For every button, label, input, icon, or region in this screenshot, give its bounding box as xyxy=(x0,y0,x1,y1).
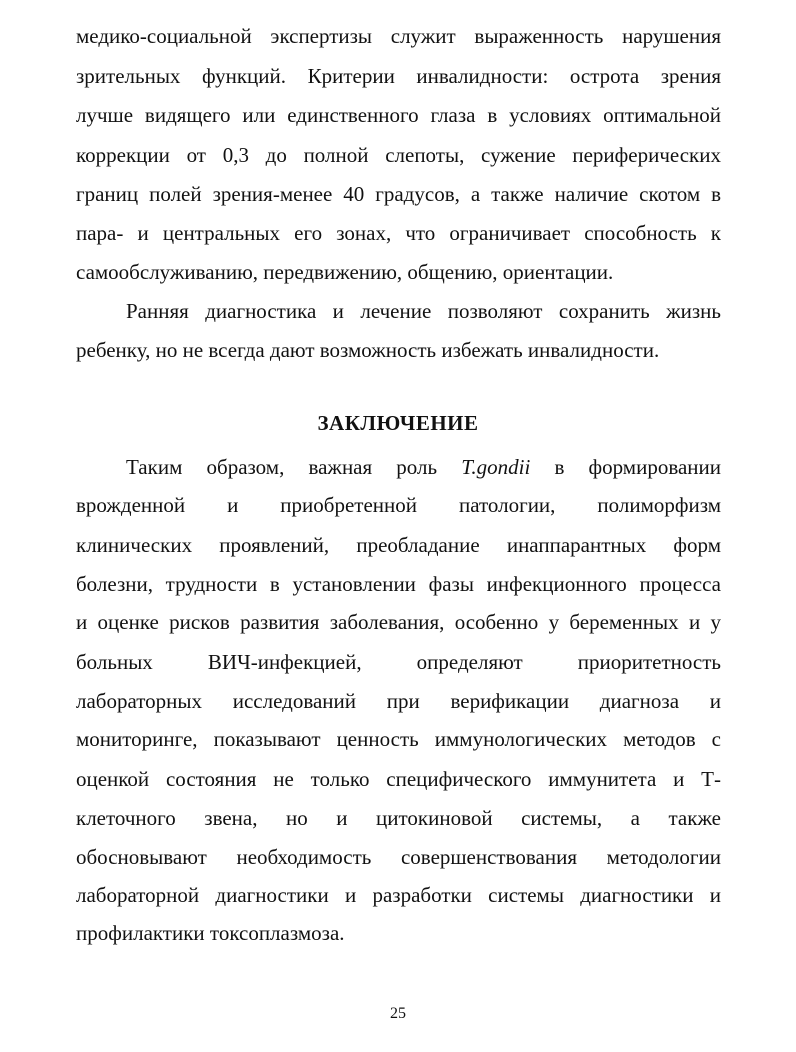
text-line: зрительных функций. Критерии инвалидности: острота зрения xyxy=(76,64,721,88)
text-line: мониторинге, показывают ценность иммунологических методов с xyxy=(76,727,721,751)
text-line: болезни, трудности в установлении фазы инфекционного процесса xyxy=(76,572,721,596)
species-name: T.gondii xyxy=(461,455,531,479)
text-line: лабораторной диагностики и разработки системы диагностики и xyxy=(76,883,721,907)
text-line: больных ВИЧ-инфекцией, определяют приоритетность xyxy=(76,650,721,674)
text-run: Таким образом, важная роль xyxy=(126,455,462,479)
text-line: клинических проявлений, преобладание инаппарантных форм xyxy=(76,533,721,557)
text-line: медико-социальной экспертизы служит выраженность нарушения xyxy=(76,24,721,48)
text-line: и оценке рисков развития заболевания, особенно у беременных и у xyxy=(76,610,721,634)
text-line: профилактики токсоплазмоза. xyxy=(76,921,345,945)
page-number: 25 xyxy=(390,1005,406,1022)
text-line: самообслуживанию, передвижению, общению, ориентации. xyxy=(76,260,614,284)
text-line: оценкой состояния не только специфического иммунитета и Т- xyxy=(76,767,721,791)
text-line: клеточного звена, но и цитокиновой системы, а также xyxy=(76,806,721,830)
text-line: границ полей зрения-менее 40 градусов, а также наличие скотом в xyxy=(76,182,721,206)
section-heading: ЗАКЛЮЧЕНИЕ xyxy=(317,411,479,435)
text-line: лабораторных исследований при верификации диагноза и xyxy=(76,689,721,713)
text-line: врожденной и приобретенной патологии, полиморфизм xyxy=(76,493,721,517)
text-line: обосновывают необходимость совершенствования методологии xyxy=(76,845,721,869)
text-line: Ранняя диагностика и лечение позволяют сохранить жизнь xyxy=(126,299,721,323)
text-line: пара- и центральных его зонах, что ограничивает способность к xyxy=(76,221,721,245)
text-line: лучше видящего или единственного глаза в условиях оптимальной xyxy=(76,103,721,127)
text-line: коррекции от 0,3 до полной слепоты, сужение периферических xyxy=(76,143,721,167)
text-line xyxy=(126,452,721,482)
text-run: в формировании xyxy=(530,455,722,479)
text-line: ребенку, но не всегда дают возможность избежать инвалидности. xyxy=(76,338,660,362)
